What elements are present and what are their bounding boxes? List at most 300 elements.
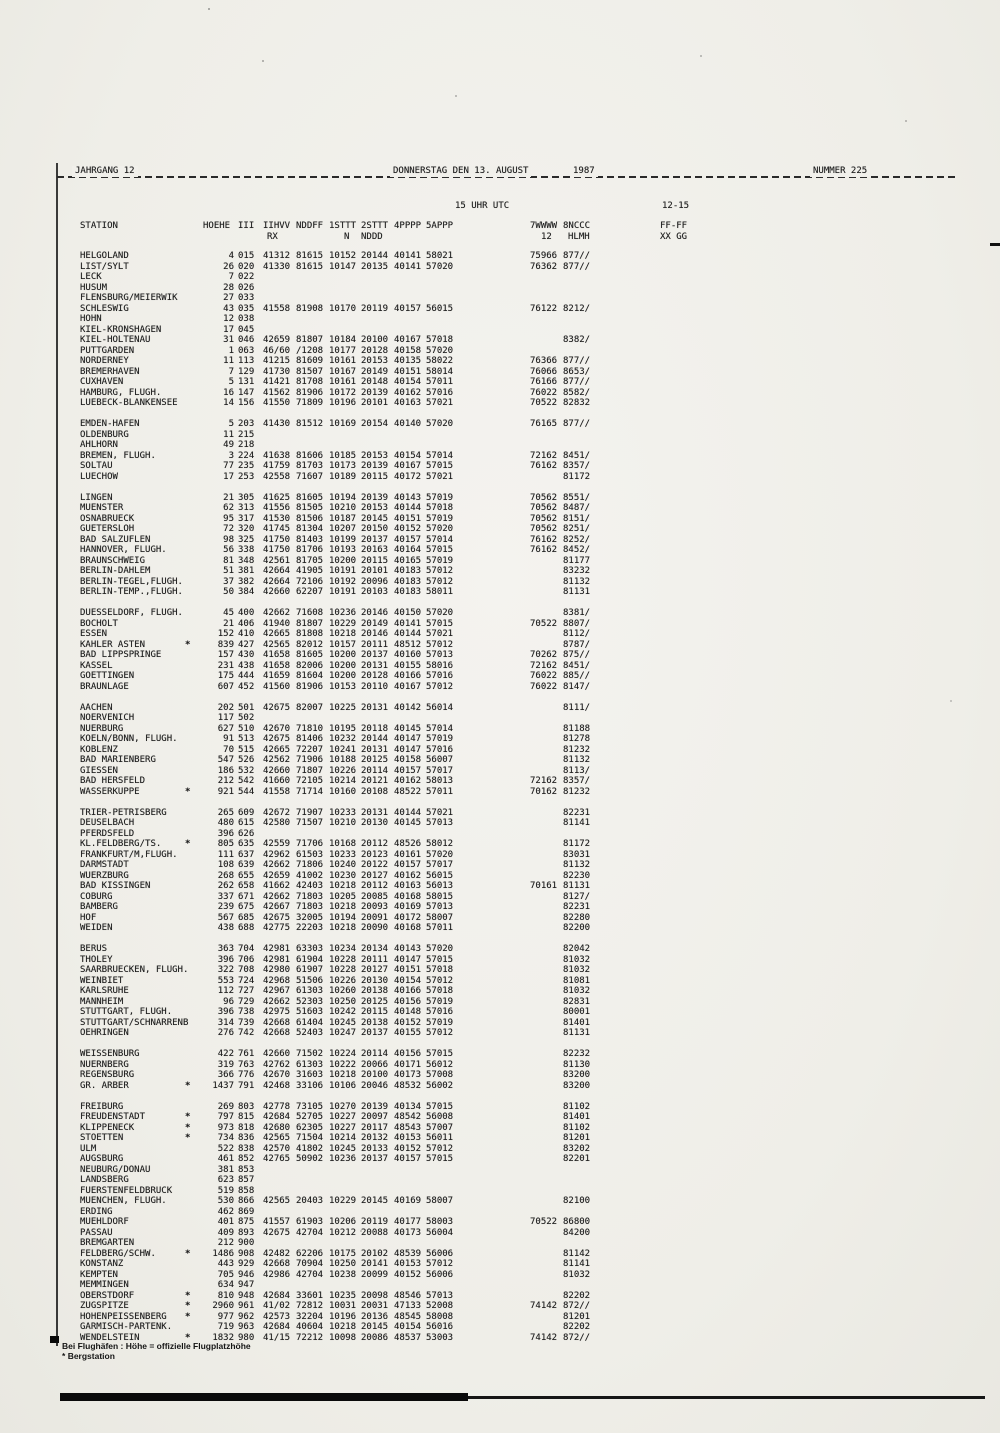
bergstation-marker-legend: *: [62, 1351, 66, 1361]
cell-1sttt: 10200: [329, 671, 357, 681]
cell-iihvv: 41330: [263, 261, 291, 272]
cell-iii: 035: [238, 303, 255, 314]
cell-hoehe: 634: [217, 1280, 234, 1290]
cell-1sttt: 10194: [329, 492, 357, 503]
table-row: [80, 398, 800, 409]
cell-8nccc: 81177: [563, 555, 591, 566]
cell-4pppp: 48546: [394, 1290, 422, 1301]
cell-1sttt: 10191: [329, 566, 357, 576]
cell-5appp: 57016: [426, 744, 454, 755]
cell-nddff: 81906: [296, 387, 324, 398]
cell-iihvv: 42565: [263, 1196, 291, 1206]
cell-nddff: 81908: [296, 303, 324, 314]
cell-hoehe: 4: [228, 251, 234, 261]
cell-hoehe: 438: [217, 923, 234, 933]
page-edge-scan-line: [56, 163, 58, 1346]
cell-hoehe: 734: [217, 1133, 234, 1143]
cell-4pppp: 40155: [394, 660, 422, 671]
cell-7wwww: 70562: [530, 503, 558, 513]
cell-iii: 900: [238, 1238, 255, 1248]
cell-hoehe: 462: [217, 1206, 234, 1217]
cell-iihvv: 41558: [263, 303, 291, 314]
cell-nddff: 71810: [296, 723, 324, 734]
cell-hoehe: 108: [217, 860, 234, 870]
station-name: NORDERNEY: [80, 356, 129, 366]
cell-2sttt: 20148: [361, 377, 389, 387]
cell-5appp: 57012: [426, 576, 454, 587]
cell-8nccc: 81132: [563, 755, 591, 765]
table-row: [80, 724, 800, 735]
station-name: LINGEN: [80, 492, 113, 503]
cell-2sttt: 20134: [361, 944, 389, 954]
cell-nddff: 70904: [296, 1259, 324, 1269]
cell-iihvv: 42662: [263, 860, 291, 870]
station-name: PFERDSFELD: [80, 828, 135, 839]
cell-8nccc: 8212/: [563, 303, 591, 314]
cell-2sttt: 20139: [361, 461, 389, 471]
cell-iii: 637: [238, 849, 255, 860]
cell-5appp: 58008: [426, 1311, 454, 1322]
cell-4pppp: 40151: [394, 965, 422, 975]
jahrgang-label: JAHRGANG 12: [72, 166, 138, 177]
cell-hoehe: 51: [223, 566, 234, 576]
cell-8nccc: 82232: [563, 1049, 591, 1059]
cell-2sttt: 20139: [361, 387, 389, 398]
cell-1sttt: 10236: [329, 1154, 357, 1164]
cell-nddff: 72106: [296, 576, 324, 587]
cell-5appp: 57020: [426, 608, 454, 618]
cell-nddff: 81604: [296, 671, 324, 681]
cell-hoehe: 530: [217, 1196, 234, 1206]
cell-iii: 639: [238, 860, 255, 870]
station-name: FLENSBURG/MEIERWIK: [80, 293, 178, 303]
cell-iii: 671: [238, 891, 255, 902]
cell-2sttt: 20088: [361, 1227, 389, 1238]
cell-iihvv: 42668: [263, 1028, 291, 1038]
cell-iii: 131: [238, 377, 255, 387]
cell-2sttt: 20146: [361, 608, 389, 618]
cell-iihvv: 41430: [263, 419, 291, 429]
cell-4pppp: 40142: [394, 702, 422, 713]
cell-iihvv: 42775: [263, 923, 291, 933]
table-row: [80, 923, 800, 934]
cell-5appp: 56006: [426, 1248, 454, 1259]
cell-1sttt: 10228: [329, 954, 357, 965]
cell-2sttt: 20125: [361, 996, 389, 1007]
cell-5appp: 56002: [426, 1080, 454, 1091]
station-name: MUEHLDORF: [80, 1217, 129, 1227]
cell-8nccc: 8113/: [563, 765, 591, 776]
col-header-iii: III: [238, 221, 255, 231]
cell-iii: 706: [238, 954, 255, 965]
cell-1sttt: 10250: [329, 996, 357, 1007]
station-name: STOETTEN: [80, 1133, 124, 1143]
cell-hoehe: 366: [217, 1070, 234, 1080]
cell-4pppp: 40153: [394, 1133, 422, 1143]
table-row: [80, 314, 800, 325]
cell-4pppp: 40143: [394, 492, 422, 503]
cell-iihvv: 42981: [263, 944, 291, 954]
cell-iihvv: 41/02: [263, 1301, 291, 1311]
table-row: [80, 776, 800, 787]
cell-hoehe: 37: [223, 576, 234, 587]
cell-hoehe: 627: [217, 723, 234, 734]
cell-1sttt: 10230: [329, 870, 357, 881]
cell-1sttt: 10222: [329, 1059, 357, 1070]
cell-1sttt: 10170: [329, 303, 357, 314]
cell-nddff: 63303: [296, 944, 324, 954]
cell-hoehe: 7: [228, 366, 234, 377]
table-row: [80, 293, 800, 304]
cell-1sttt: 10173: [329, 461, 357, 471]
cell-iii: 400: [238, 608, 255, 618]
table-row: [80, 986, 800, 997]
cell-hoehe: 21: [223, 492, 234, 503]
cell-1sttt: 10189: [329, 471, 357, 482]
cell-2sttt: 20131: [361, 807, 389, 818]
cell-iihvv: 42580: [263, 818, 291, 828]
cell-4pppp: 40162: [394, 776, 422, 786]
station-name: BAD HERSFELD: [80, 776, 146, 786]
cell-iihvv: 42482: [263, 1248, 291, 1259]
cell-2sttt: 20066: [361, 1059, 389, 1070]
cell-hoehe: 26: [223, 261, 234, 272]
cell-2sttt: 20163: [361, 545, 389, 555]
station-name: AHLHORN: [80, 440, 118, 450]
cell-nddff: 81706: [296, 545, 324, 555]
cell-2sttt: 20136: [361, 1311, 389, 1322]
cell-8nccc: 872//: [563, 1332, 591, 1343]
table-row: [80, 608, 800, 619]
cell-nddff: 41905: [296, 566, 324, 576]
cell-hoehe: 1486: [212, 1248, 234, 1259]
cell-8nccc: 81131: [563, 1028, 591, 1038]
station-name: WASSERKUPPE: [80, 786, 140, 797]
cell-4pppp: 40145: [394, 723, 422, 734]
cell-hoehe: 11: [223, 356, 234, 366]
cell-8nccc: 83232: [563, 566, 591, 576]
table-row: [80, 829, 800, 840]
cell-8nccc: 8452/: [563, 545, 591, 555]
bergstation-legend-text: Bergstation: [67, 1351, 115, 1361]
cell-iihvv: 41662: [263, 881, 291, 891]
cell-hoehe: 381: [217, 1164, 234, 1175]
cell-iihvv: 42664: [263, 576, 291, 587]
cell-iihvv: 41750: [263, 534, 291, 545]
cell-iii: 739: [238, 1017, 255, 1028]
cell-1sttt: 10226: [329, 975, 357, 986]
cell-7wwww: 72162: [530, 776, 558, 786]
cell-7wwww: 70161: [530, 881, 558, 891]
cell-hoehe: 43: [223, 303, 234, 314]
cell-hoehe: 422: [217, 1049, 234, 1059]
cell-7wwww: 76162: [530, 461, 558, 471]
cell-hoehe: 96: [223, 996, 234, 1007]
cell-5appp: 57018: [426, 986, 454, 996]
station-name: BAD SALZUFLEN: [80, 534, 151, 545]
cell-iihvv: 42565: [263, 639, 291, 650]
station-name: DARMSTADT: [80, 860, 129, 870]
cell-1sttt: 10161: [329, 356, 357, 366]
cell-iii: 858: [238, 1185, 255, 1196]
cell-2sttt: 20153: [361, 356, 389, 366]
cell-1sttt: 10177: [329, 345, 357, 356]
cell-iii: 045: [238, 324, 255, 335]
table-row: [80, 1228, 800, 1239]
cell-iihvv: 42662: [263, 891, 291, 902]
cell-iihvv: 42570: [263, 1143, 291, 1154]
cell-2sttt: 20130: [361, 818, 389, 828]
table-row: [80, 955, 800, 966]
cell-nddff: 61904: [296, 954, 324, 965]
cell-4pppp: 40173: [394, 1227, 422, 1238]
cell-5appp: 58007: [426, 912, 454, 923]
bergstation-marker: *: [185, 1301, 191, 1311]
cell-4pppp: 48537: [394, 1332, 422, 1343]
cell-8nccc: 8127/: [563, 891, 591, 902]
cell-2sttt: 20115: [361, 471, 389, 482]
cell-8nccc: 81201: [563, 1311, 591, 1322]
cell-1sttt: 10227: [329, 1112, 357, 1122]
cell-8nccc: 82832: [563, 398, 591, 408]
cell-1sttt: 10200: [329, 660, 357, 671]
cell-nddff: 32204: [296, 1311, 324, 1322]
cell-nddff: 71906: [296, 755, 324, 765]
cell-5appp: 57015: [426, 618, 454, 629]
station-name: HANNOVER, FLUGH.: [80, 545, 167, 555]
cell-8nccc: 81032: [563, 1269, 591, 1280]
cell-8nccc: 82100: [563, 1196, 591, 1206]
table-row: [80, 1081, 800, 1092]
cell-5appp: 57018: [426, 503, 454, 513]
cell-nddff: 22203: [296, 923, 324, 933]
cell-1sttt: 10225: [329, 702, 357, 713]
station-name: OEHRINGEN: [80, 1028, 129, 1038]
cell-2sttt: 20090: [361, 923, 389, 933]
cell-nddff: 81507: [296, 366, 324, 377]
cell-4pppp: 40148: [394, 1007, 422, 1017]
cell-hoehe: 56: [223, 545, 234, 555]
cell-1sttt: 10233: [329, 849, 357, 860]
cell-nddff: 71504: [296, 1133, 324, 1143]
cell-4pppp: 40172: [394, 471, 422, 482]
cell-1sttt: 10218: [329, 881, 357, 891]
station-name: MANNHEIM: [80, 996, 124, 1007]
cell-4pppp: 40160: [394, 650, 422, 660]
cell-5appp: 57008: [426, 1070, 454, 1080]
cell-1sttt: 10106: [329, 1080, 357, 1091]
table-row: [80, 629, 800, 640]
cell-iii: 215: [238, 429, 255, 440]
cell-iihvv: 42662: [263, 996, 291, 1007]
cell-2sttt: 20110: [361, 681, 389, 692]
cell-iihvv: 42561: [263, 555, 291, 566]
cell-8nccc: 81172: [563, 471, 591, 482]
station-name: GIESSEN: [80, 765, 118, 776]
cell-iii: 430: [238, 650, 255, 660]
cell-1sttt: 10250: [329, 1259, 357, 1269]
cell-4pppp: 40145: [394, 818, 422, 828]
cell-8nccc: 81032: [563, 986, 591, 996]
cell-nddff: 81606: [296, 450, 324, 461]
cell-iii: 838: [238, 1143, 255, 1154]
cell-8nccc: 8807/: [563, 618, 591, 629]
station-name: ERDING: [80, 1206, 113, 1217]
cell-1sttt: 10229: [329, 1196, 357, 1206]
cell-1sttt: 10229: [329, 618, 357, 629]
cell-iii: 542: [238, 776, 255, 786]
cell-4pppp: 40156: [394, 996, 422, 1007]
cell-iihvv: 42659: [263, 335, 291, 345]
cell-4pppp: 48532: [394, 1080, 422, 1091]
cell-5appp: 56014: [426, 702, 454, 713]
table-row: [80, 356, 800, 367]
cell-2sttt: 20145: [361, 1322, 389, 1332]
cell-2sttt: 20046: [361, 1080, 389, 1091]
table-row: [80, 1196, 800, 1207]
cell-2sttt: 20099: [361, 1269, 389, 1280]
cell-1sttt: 10188: [329, 755, 357, 765]
station-name: SCHLESWIG: [80, 303, 129, 314]
col-header-8nccc: 8NCCC: [563, 221, 591, 231]
cell-nddff: 81609: [296, 356, 324, 366]
cell-hoehe: 623: [217, 1175, 234, 1185]
cell-5appp: 58015: [426, 891, 454, 902]
cell-iii: 836: [238, 1133, 255, 1143]
cell-nddff: 82007: [296, 702, 324, 713]
cell-8nccc: 8382/: [563, 335, 591, 345]
cell-iihvv: 41215: [263, 356, 291, 366]
cell-4pppp: 40162: [394, 870, 422, 881]
cell-iii: 444: [238, 671, 255, 681]
col-subheader-12: 12: [541, 232, 552, 242]
cell-hoehe: 319: [217, 1059, 234, 1070]
station-name: GR. ARBER: [80, 1080, 129, 1091]
cell-hoehe: 112: [217, 986, 234, 996]
cell-4pppp: 40151: [394, 366, 422, 377]
station-name: TRIER-PETRISBERG: [80, 807, 167, 818]
cell-8nccc: 8252/: [563, 534, 591, 545]
cell-nddff: 71706: [296, 839, 324, 849]
cell-hoehe: 1437: [212, 1080, 234, 1091]
cell-4pppp: 40169: [394, 902, 422, 912]
cell-7wwww: 74142: [530, 1332, 558, 1343]
cell-2sttt: 20153: [361, 503, 389, 513]
cell-nddff: 61303: [296, 1059, 324, 1070]
cell-iii: 658: [238, 881, 255, 891]
cell-iihvv: 42675: [263, 734, 291, 744]
cell-8nccc: 81141: [563, 818, 591, 828]
cell-1sttt: 10218: [329, 629, 357, 639]
cell-5appp: 58022: [426, 356, 454, 366]
cell-2sttt: 20112: [361, 839, 389, 849]
cell-2sttt: 20093: [361, 902, 389, 912]
cell-iii: 452: [238, 681, 255, 692]
cell-iii: 113: [238, 356, 255, 366]
cell-nddff: 71507: [296, 818, 324, 828]
table-row: [80, 556, 800, 567]
cell-2sttt: 20122: [361, 860, 389, 870]
cell-iii: 544: [238, 786, 255, 797]
cell-hoehe: 337: [217, 891, 234, 902]
cell-iii: 147: [238, 387, 255, 398]
scan-mark-left: [50, 1336, 59, 1343]
cell-nddff: 81406: [296, 734, 324, 744]
cell-iihvv: 41562: [263, 387, 291, 398]
cell-8nccc: 83200: [563, 1070, 591, 1080]
cell-nddff: 71809: [296, 398, 324, 408]
cell-8nccc: 82831: [563, 996, 591, 1007]
cell-5appp: 58013: [426, 776, 454, 786]
col-header-iihvv: IIHVV: [263, 221, 291, 231]
cell-5appp: 57020: [426, 849, 454, 860]
station-name: NUERBURG: [80, 723, 124, 734]
cell-hoehe: 152: [217, 629, 234, 639]
station-name: BRAUNLAGE: [80, 681, 129, 692]
cell-2sttt: 20131: [361, 744, 389, 755]
bergstation-marker: *: [185, 1122, 191, 1133]
cell-iihvv: 42659: [263, 870, 291, 881]
table-row: [80, 818, 800, 829]
group-spacer: [80, 1091, 800, 1102]
cell-nddff: 61503: [296, 849, 324, 860]
cell-hoehe: 11: [223, 429, 234, 440]
cell-iihvv: 41312: [263, 251, 291, 261]
cell-iihvv: 46/60: [263, 345, 291, 356]
station-name: WENDELSTEIN: [80, 1332, 140, 1343]
table-row: [80, 283, 800, 294]
cell-2sttt: 20111: [361, 954, 389, 965]
cell-hoehe: 111: [217, 849, 234, 860]
cell-nddff: 51506: [296, 975, 324, 986]
cell-1sttt: 10207: [329, 524, 357, 534]
table-row: [80, 514, 800, 525]
station-name: FRANKFURT/M,FLUGH.: [80, 849, 178, 860]
cell-iihvv: 42559: [263, 839, 291, 849]
station-name: PUTTGARDEN: [80, 345, 135, 356]
cell-nddff: 81807: [296, 335, 324, 345]
station-name: KASSEL: [80, 660, 113, 671]
cell-8nccc: 8112/: [563, 629, 591, 639]
cell-5appp: 57012: [426, 639, 454, 650]
cell-iihvv: 42981: [263, 954, 291, 965]
cell-iii: 438: [238, 660, 255, 671]
cell-hoehe: 212: [217, 776, 234, 786]
station-name: KOBLENZ: [80, 744, 118, 755]
station-name: LUEBECK-BLANKENSEE: [80, 398, 178, 408]
cell-hoehe: 443: [217, 1259, 234, 1269]
station-name: KEMPTEN: [80, 1269, 118, 1280]
cell-5appp: 58021: [426, 251, 454, 261]
cell-iii: 729: [238, 996, 255, 1007]
cell-iii: 635: [238, 839, 255, 849]
cell-nddff: 61303: [296, 986, 324, 996]
table-header-row-2: [80, 232, 688, 243]
cell-iii: 129: [238, 366, 255, 377]
bergstation-marker: *: [185, 1112, 191, 1122]
cell-7wwww: 72162: [530, 660, 558, 671]
cell-hoehe: 5: [228, 419, 234, 429]
cell-5appp: 56016: [426, 1322, 454, 1332]
cell-5appp: 57016: [426, 671, 454, 681]
cell-hoehe: 21: [223, 618, 234, 629]
table-row: [80, 419, 800, 430]
cell-hoehe: 1: [228, 345, 234, 356]
cell-2sttt: 20086: [361, 1332, 389, 1343]
cell-7wwww: 76162: [530, 545, 558, 555]
bergstation-marker: *: [185, 1290, 191, 1301]
cell-8nccc: 8251/: [563, 524, 591, 534]
